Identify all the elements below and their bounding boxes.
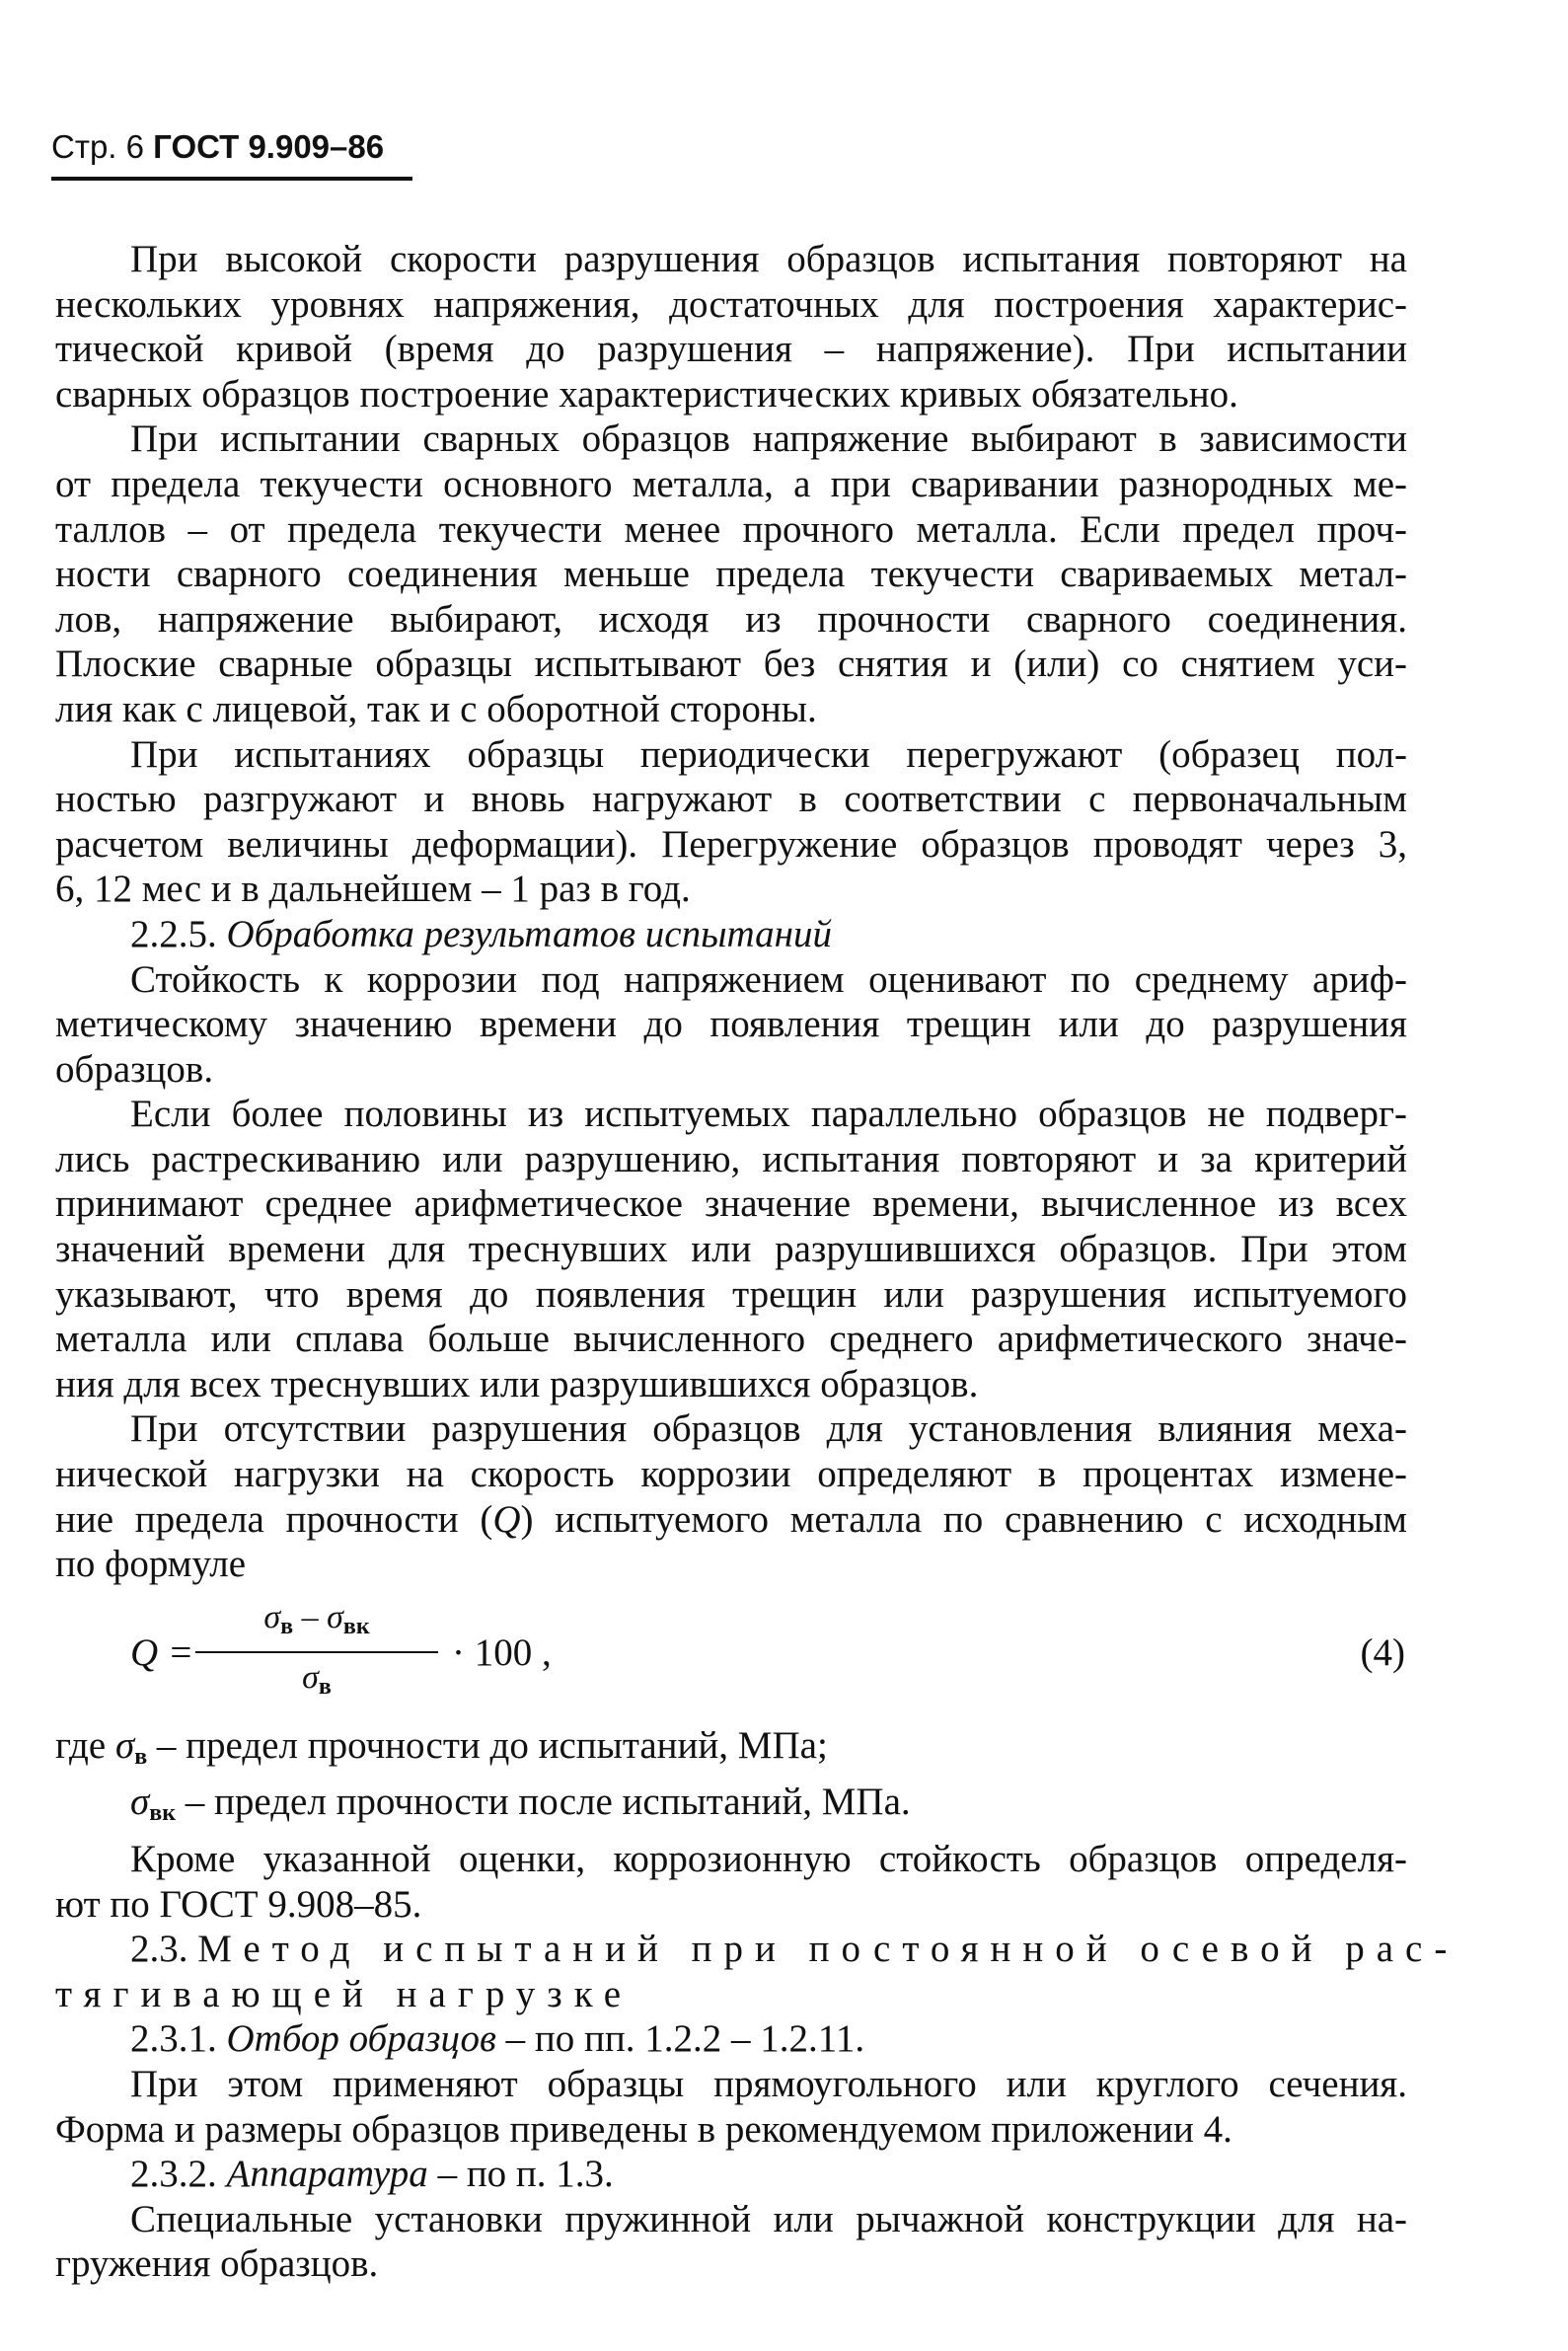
paragraph-7 xyxy=(55,1837,1407,1927)
header-rule xyxy=(51,177,412,181)
text-line: При этом применяют образцы прямоугольного или круглого сечения. xyxy=(130,2062,1407,2105)
where-line-1: где $\sigma_в$ – предел прочности до испытаний, МПа; xyxy=(55,1723,828,1770)
document-body xyxy=(55,237,1459,2287)
section-number: 2.2.5. xyxy=(130,912,217,955)
text-line: Плоские сварные образцы испытывают без снятия и (или) со снятием уси- xyxy=(55,643,1407,686)
text-line: Стойкость к коррозии под напряжением оценивают по среднему ариф- xyxy=(130,957,1407,1001)
standard-code: ГОСТ 9.909–86 xyxy=(153,128,385,165)
text-line: тической кривой (время до разрушения – напряжение). При испытании xyxy=(55,328,1407,371)
text-line: Специальные установки пружинной или рычажной конструкции для на- xyxy=(130,2197,1407,2240)
text-line: значений времени для треснувших или разрушившихся образцов. При этом xyxy=(55,1228,1407,1271)
section-number: 2.3.2. xyxy=(130,2153,227,2196)
formula-multiplier: · 100 , xyxy=(452,1631,552,1674)
text-line: При испытании сварных образцов напряжение выбирают в зависимости xyxy=(130,417,1407,461)
text-line: 6, 12 мес и в дальнейшем – 1 раз в год. xyxy=(55,868,691,911)
text-line: таллов – от предела текучести менее прочного металла. Если предел проч- xyxy=(55,507,1407,551)
text-line: принимают среднее арифметическое значение времени, вычисленное из всех xyxy=(55,1182,1407,1226)
section-title-line-1: Метод испытаний при постоянной осевой рас- xyxy=(197,1928,1459,1971)
text-line: металла или сплава больше вычисленного среднего арифметического значе- xyxy=(55,1318,1407,1361)
text-line: ности сварного соединения меньше предела текучести свариваемых метал- xyxy=(55,553,1407,596)
text-line: нической нагрузки на скорость коррозии определяют в процентах измене- xyxy=(55,1453,1407,1496)
text-line: Кроме указанной оценки, коррозионную стойкость образцов определя- xyxy=(130,1838,1407,1880)
paragraph-2 xyxy=(55,417,1407,731)
text-line: сварных образцов построение характеристических кривых обязательно. xyxy=(55,372,1238,416)
text-line: метическому значению времени до появления трещин или до разрушения xyxy=(55,1003,1407,1046)
text-line: лов, напряжение выбирают, исходя из прочности сварного соединения. xyxy=(55,597,1407,641)
text-line: образцов. xyxy=(55,1047,214,1091)
section-number: 2.3.1. xyxy=(130,2017,227,2061)
fraction-bar xyxy=(195,1651,438,1653)
where-line-2: $\sigma_{вк}$ – предел прочности после испытаний, МПа. xyxy=(130,1781,911,1827)
page-header xyxy=(51,128,384,166)
section-text: – по пп. 1.2.2 – 1.2.11. xyxy=(495,2017,865,2061)
text-line: расчетом величины деформации). Перегружение образцов проводят через 3, xyxy=(55,822,1407,866)
paragraph-6 xyxy=(55,1406,1407,1586)
section-title-line-2: тягивающей нагрузке xyxy=(55,1972,633,2015)
text-line: ние предела прочности (Q) испытуемого металла по сравнению с исходным xyxy=(55,1497,1407,1541)
formula-denominator: $\sigma_в$ xyxy=(302,1658,332,1700)
paragraph-9 xyxy=(55,2197,1407,2287)
formula-4 xyxy=(55,1597,1407,1706)
text-line: по формуле xyxy=(55,1543,247,1586)
where-clause xyxy=(55,1723,1407,1837)
text-line: нескольких уровнях напряжения, достаточных для построения характерис- xyxy=(55,282,1407,326)
text-line: При испытаниях образцы периодически перегружают (образец пол- xyxy=(130,732,1407,776)
paragraph-8 xyxy=(55,2062,1407,2152)
text-line: Если более половины из испытуемых параллельно образцов не подверг- xyxy=(130,1093,1407,1136)
section-2-2-5-heading xyxy=(55,912,1407,957)
section-2-3-2 xyxy=(55,2152,1407,2197)
text-line: При высокой скорости разрушения образцов испытания повторяют на xyxy=(130,238,1407,280)
formula-number: (4) xyxy=(1360,1631,1405,1674)
q-symbol: Q xyxy=(492,1497,521,1541)
section-title: Отбор образцов xyxy=(226,2017,496,2061)
text-line: лия как с лицевой, так и с оборотной стороны. xyxy=(55,687,817,730)
paragraph-5 xyxy=(55,1092,1407,1406)
text-line: от предела текучести основного металла, а при сваривании разнородных ме- xyxy=(55,462,1407,505)
formula-numerator: $\sigma_в - \sigma_{вк}$ xyxy=(263,1598,370,1639)
section-2-3-heading xyxy=(55,1927,1459,2016)
text-line: лись растрескиванию или разрушению, испытания повторяют и за критерий xyxy=(55,1137,1407,1180)
paragraph-1 xyxy=(55,237,1407,417)
section-text: – по п. 1.3. xyxy=(427,2153,614,2196)
formula-fraction xyxy=(195,1597,438,1707)
formula-lhs: Q = xyxy=(130,1631,194,1674)
section-number: 2.3. xyxy=(130,1928,198,1971)
text-line: ния для всех треснувших или разрушившихся образцов. xyxy=(55,1362,979,1405)
section-2-3-1 xyxy=(55,2016,1407,2062)
paragraph-3 xyxy=(55,732,1407,912)
text-line: гружения образцов. xyxy=(55,2242,379,2286)
text-line: При отсутствии разрушения образцов для установления влияния меха- xyxy=(130,1407,1407,1451)
text-line: ют по ГОСТ 9.908–85. xyxy=(55,1882,422,1926)
section-title: Аппаратура xyxy=(226,2153,428,2196)
page-number: Стр. 6 xyxy=(51,128,144,165)
paragraph-4 xyxy=(55,957,1407,1093)
section-title: Обработка результатов испытаний xyxy=(226,912,833,955)
text-line: ностью разгружают и вновь нагружают в соответствии с первоначальным xyxy=(55,778,1407,821)
text-line: указывают, что время до появления трещин или разрушения испытуемого xyxy=(55,1272,1407,1316)
text-line: Форма и размеры образцов приведены в рекомендуемом приложении 4. xyxy=(55,2107,1232,2151)
